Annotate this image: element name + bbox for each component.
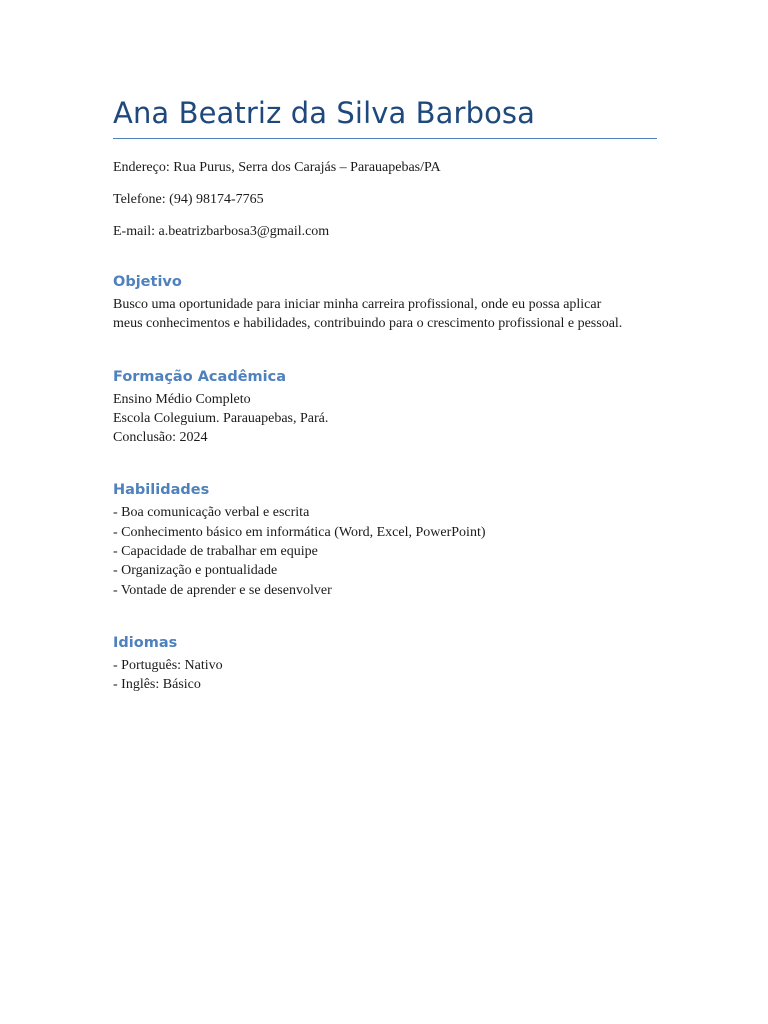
body-line: Ensino Médio Completo — [113, 391, 251, 407]
section-title-idiomas: Idiomas — [113, 634, 178, 651]
section-objetivo — [113, 272, 657, 334]
body-line: Busco uma oportunidade para iniciar minha carreira profissional, onde eu possa aplicar — [113, 297, 602, 312]
body-line: Conclusão: 2024 — [113, 430, 208, 446]
resume-page — [113, 92, 657, 695]
list-item: - Vontade de aprender e se desenvolver — [113, 582, 332, 598]
section-title-habilidades: Habilidades — [113, 482, 210, 499]
contact-block — [113, 158, 657, 241]
list-item: - Organização e pontualidade — [113, 563, 278, 579]
list-item: - Português: Nativo — [113, 657, 223, 673]
section-body-objetivo — [113, 295, 657, 334]
list-item: - Inglês: Básico — [113, 677, 201, 693]
contact-email: E-mail: a.beatrizbarbosa3@gmail.com — [113, 224, 330, 239]
section-title-formacao: Formação Acadêmica — [113, 368, 286, 385]
body-line: meus conhecimentos e habilidades, contribuindo para o crescimento profissional e pessoal. — [113, 316, 623, 332]
section-idiomas — [113, 633, 657, 695]
section-habilidades — [113, 480, 657, 599]
section-title-objetivo: Objetivo — [113, 274, 182, 290]
candidate-name: Ana Beatriz da Silva Barbosa — [113, 96, 535, 130]
section-body-idiomas — [113, 656, 657, 695]
list-item: - Boa comunicação verbal e escrita — [113, 505, 310, 521]
title-divider — [113, 138, 657, 139]
body-line: Escola Coleguium. Parauapebas, Pará. — [113, 410, 329, 426]
section-body-formacao — [113, 390, 657, 448]
list-item: - Capacidade de trabalhar em equipe — [113, 544, 318, 560]
section-body-habilidades — [113, 503, 657, 599]
section-formacao — [113, 367, 657, 448]
list-item: - Conhecimento básico em informática (Word, Excel, PowerPoint) — [113, 524, 486, 540]
contact-phone: Telefone: (94) 98174-7765 — [113, 192, 264, 207]
contact-address: Endereço: Rua Purus, Serra dos Carajás – Parauapebas/PA — [113, 160, 441, 175]
